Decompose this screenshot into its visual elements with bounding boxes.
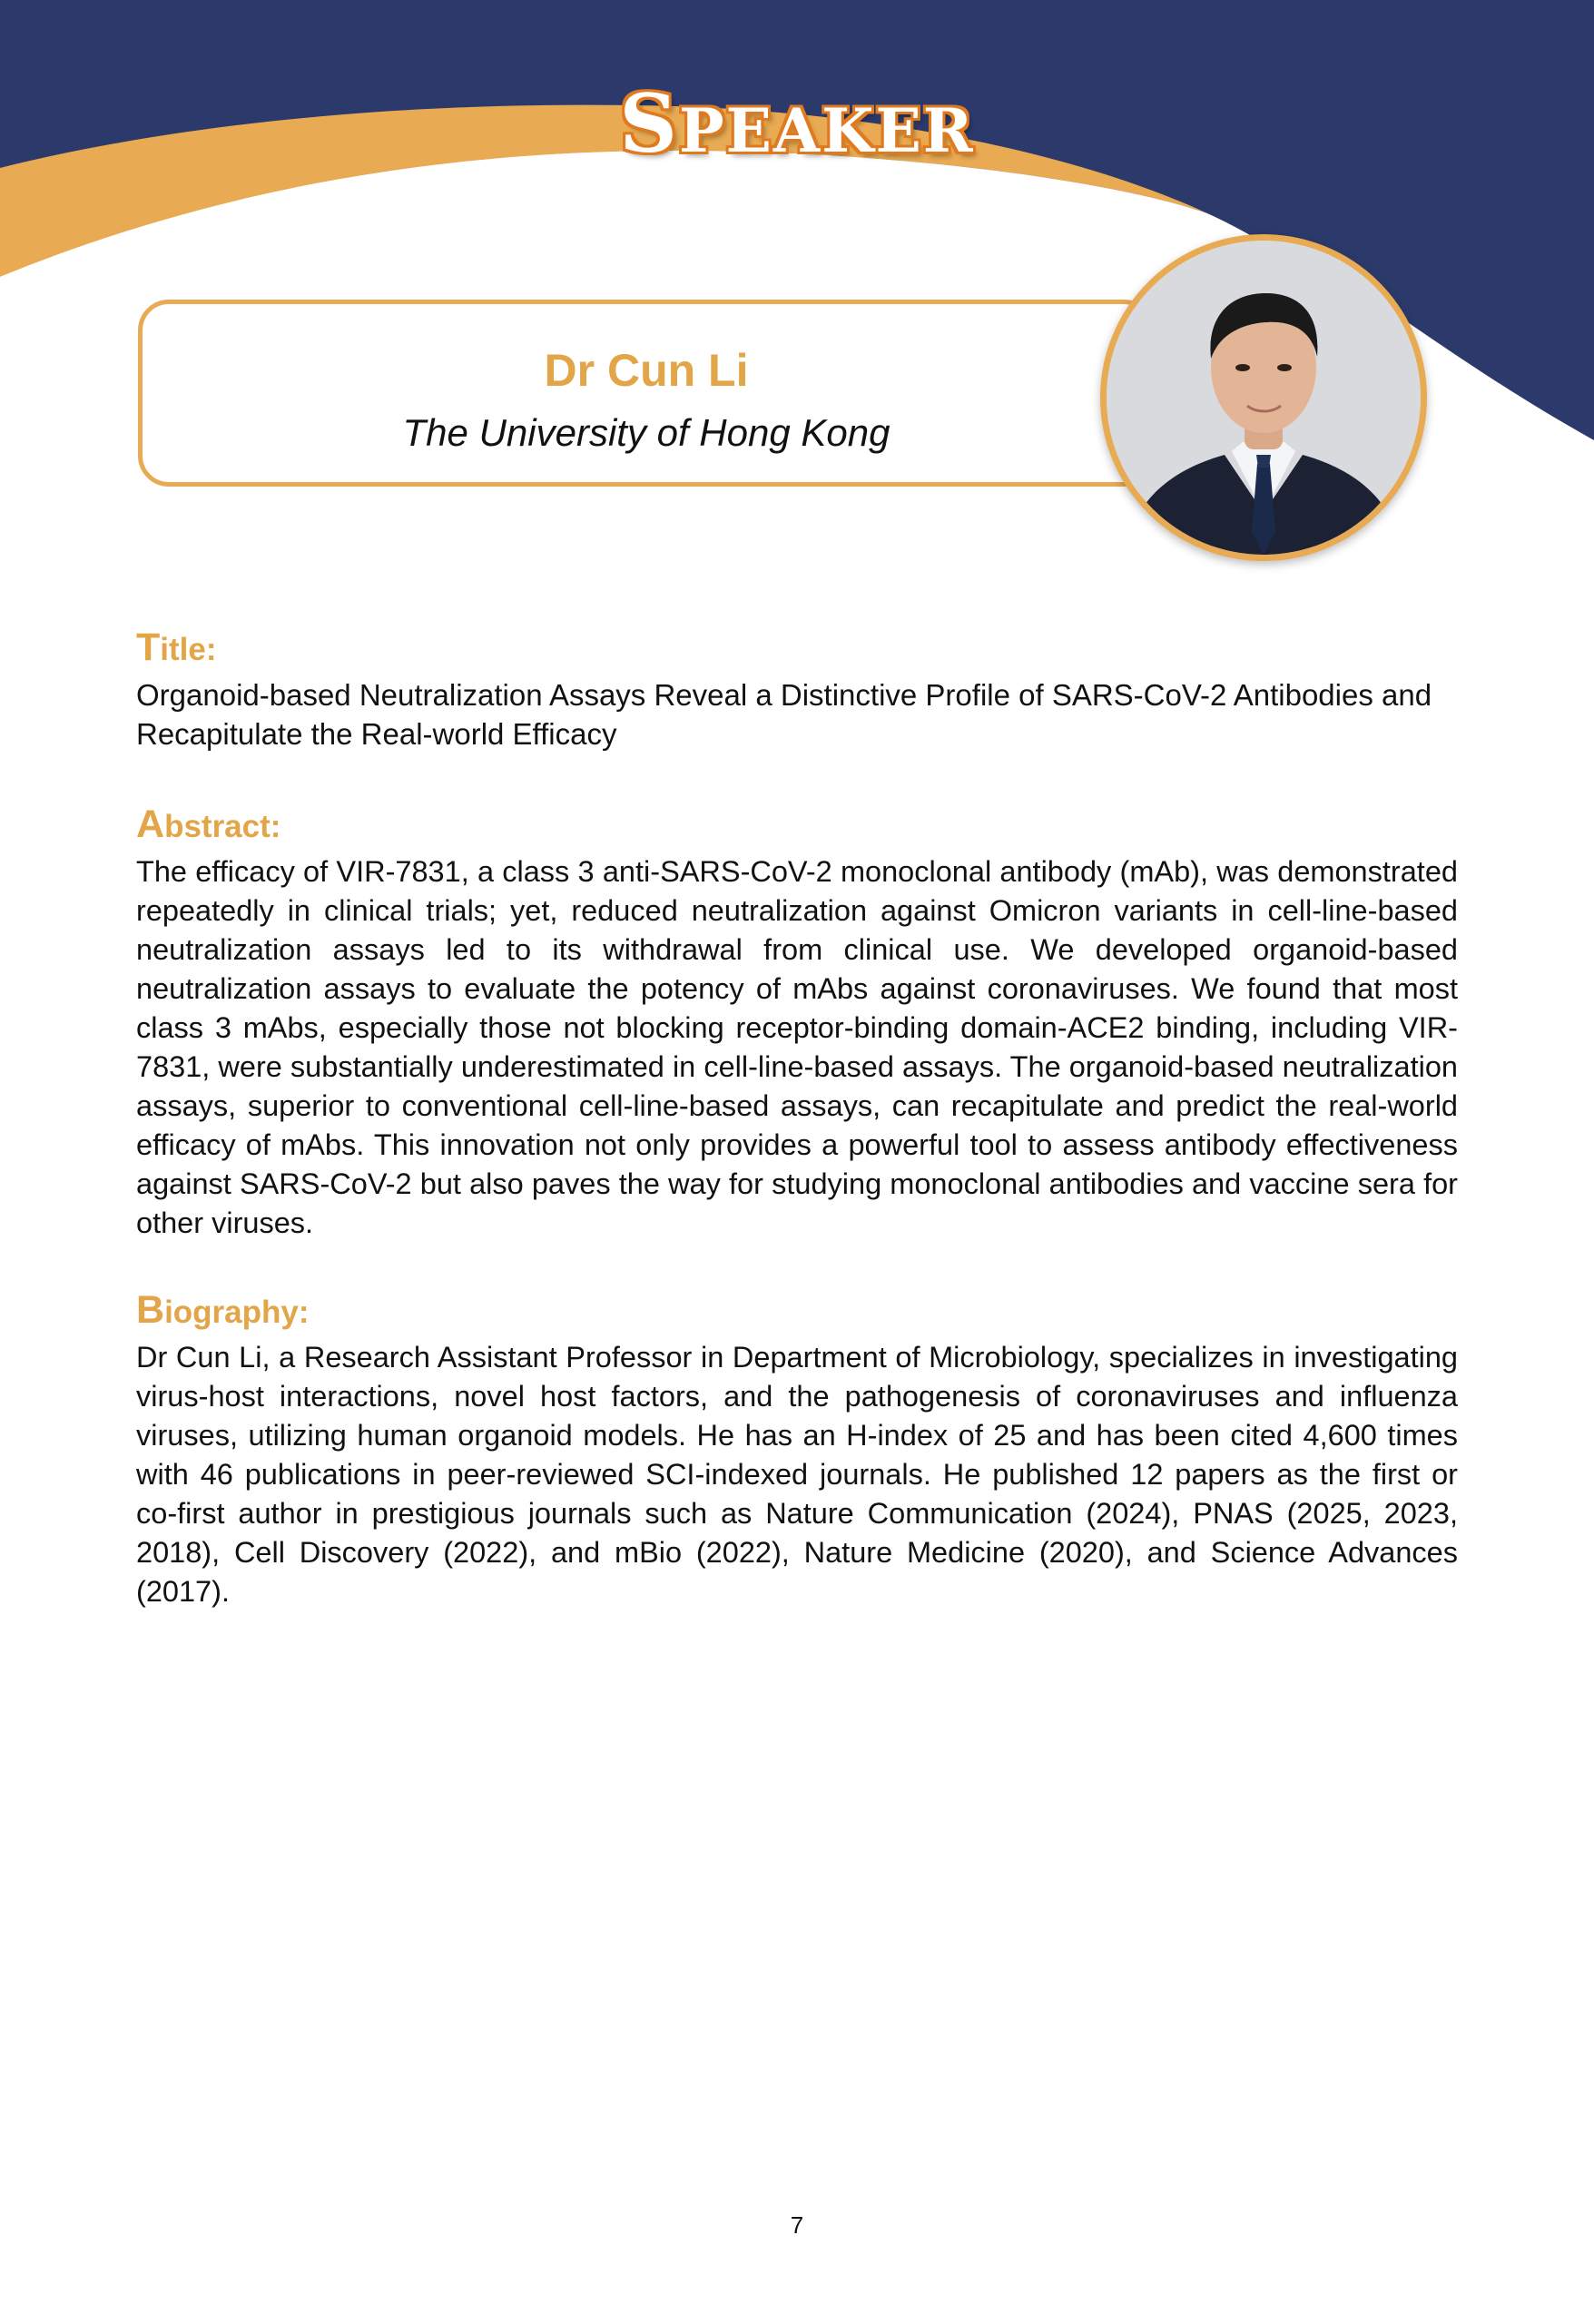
speaker-name: Dr Cun Li (544, 345, 749, 396)
page-number: 7 (790, 2211, 804, 2239)
abstract-text: The efficacy of VIR-7831, a class 3 anti-SARS-CoV-2 monoclonal antibody (mAb), was demonstrated repeatedly in clinical trials; yet, reduced neutralization against Omicron variants in cell-line-based neutralization assays led to its withdrawal from clinical use. We developed organoid-based neutralization assays to evaluate the potency of mAbs against coronaviruses. We found that most class 3 mAbs, especially those not blocking receptor-binding domain-ACE2 binding, including VIR-7831, were substantially underestimated in cell-line-based assays. The organoid-based neutralization assays, superior to conventional cell-line-based assays, can recapitulate and predict the real-world efficacy of mAbs. This innovation not only provides a powerful tool to assess antibody effectiveness against SARS-CoV-2 but also paves the way for studying monoclonal antibodies and vaccine sera for other viruses. (136, 854, 1458, 1239)
speaker-affiliation: The University of Hong Kong (402, 411, 890, 454)
abstract-heading: Abstract: (136, 803, 281, 846)
speaker-name-box (138, 300, 1155, 487)
speaker-portrait-icon (1107, 241, 1421, 555)
speaker-photo (1100, 234, 1427, 561)
title-heading: Title: (136, 625, 217, 669)
biography-section (136, 1287, 1458, 1611)
talk-title: Organoid-based Neutralization Assays Reveal a Distinctive Profile of SARS-CoV-2 Antibodies and Recapitulate the Real-world Efficacy (136, 677, 1432, 751)
biography-text: Dr Cun Li, a Research Assistant Professor in Department of Microbiology, specializes in investigating virus-host interactions, novel host factors, and the pathogenesis of coronaviruses and influenza viruses, utilizing human organoid models. He has an H-index of 25 and has been cited 4,600 times with 46 publications in peer-reviewed SCI-indexed journals. He published 12 papers as the first or co-first author in prestigious journals such as Nature Communication (2024), PNAS (2025, 2023, 2018), Cell Discovery (2022), and mBio (2022), Nature Medicine (2020), and Science Advances (2017). (136, 1340, 1458, 1608)
abstract-section (136, 802, 1458, 1243)
title-section (136, 625, 1458, 753)
biography-heading: Biography: (136, 1288, 310, 1332)
banner-title: SPEAKER (619, 76, 975, 171)
